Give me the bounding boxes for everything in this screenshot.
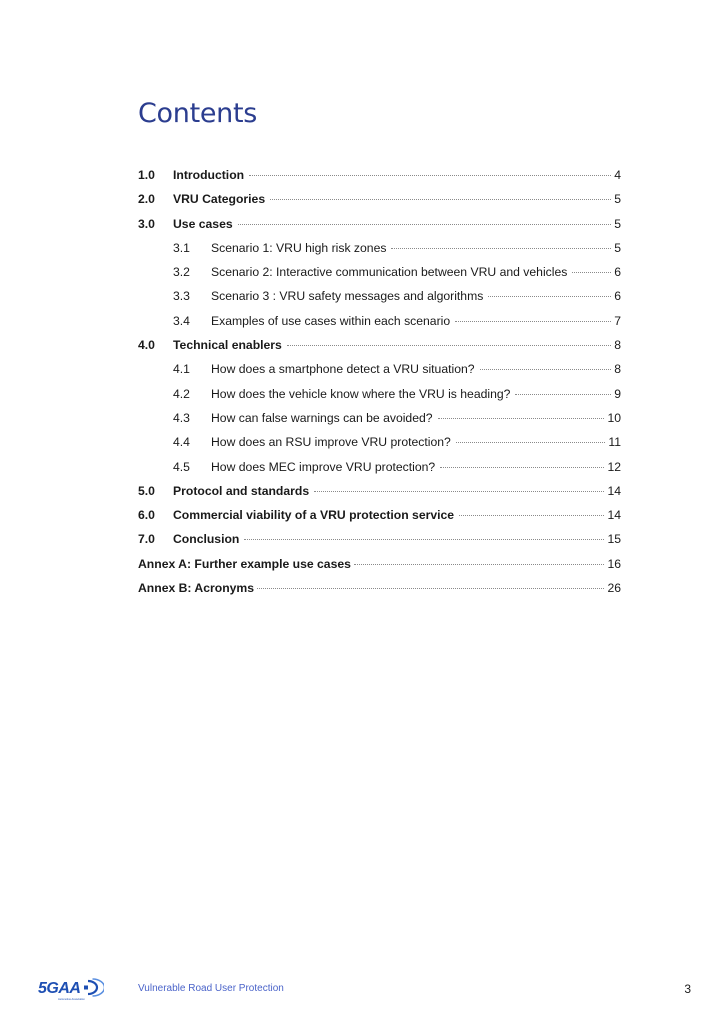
toc-entry-number: 4.0: [138, 338, 155, 353]
toc-entry-page: 10: [607, 410, 621, 425]
toc-entry-title: How does the vehicle know where the VRU is heading?: [211, 386, 511, 401]
toc-entry-title: Scenario 1: VRU high risk zones: [211, 240, 387, 255]
toc-entry-title: Conclusion: [173, 532, 240, 547]
toc-entry-page: 8: [614, 362, 621, 377]
toc-entry-page: 9: [614, 386, 621, 401]
5gaa-logo: [38, 978, 104, 1002]
toc-entry[interactable]: [138, 435, 621, 459]
toc-entry[interactable]: [138, 460, 621, 484]
toc-entry-number: 3.1: [173, 240, 190, 255]
logo-subtext: Automotive Association: [58, 998, 85, 1001]
table-of-contents: [138, 168, 621, 605]
toc-entry-number: 4.2: [173, 386, 190, 401]
toc-entry-number: 1.0: [138, 168, 155, 182]
toc-entry[interactable]: [138, 338, 621, 362]
toc-leader-dots: [440, 467, 604, 468]
toc-entry-number: 7.0: [138, 532, 155, 547]
toc-entry-number: 4.3: [173, 410, 190, 425]
toc-entry-title: Protocol and standards: [173, 483, 310, 498]
toc-leader-dots: [257, 588, 604, 589]
toc-entry-page: 12: [607, 459, 621, 474]
toc-entry[interactable]: [138, 484, 621, 508]
toc-entry-page: 11: [608, 435, 621, 450]
toc-entry-page: 5: [614, 240, 621, 255]
toc-entry-page: 14: [607, 508, 621, 523]
toc-entry[interactable]: [138, 168, 621, 192]
toc-leader-dots: [438, 418, 605, 419]
toc-entry-number: 3.2: [173, 265, 190, 280]
toc-entry-number: 3.4: [173, 313, 190, 328]
toc-entry-number: 3.3: [173, 289, 190, 304]
toc-entry-title: How does MEC improve VRU protection?: [211, 459, 436, 474]
toc-leader-dots: [459, 515, 604, 516]
toc-entry-title: VRU Categories: [173, 192, 266, 207]
toc-entry-title: Technical enablers: [173, 338, 282, 353]
toc-leader-dots: [391, 248, 611, 249]
toc-leader-dots: [488, 296, 611, 297]
toc-entry[interactable]: [138, 411, 621, 435]
toc-entry-page: 6: [614, 289, 621, 304]
toc-leader-dots: [287, 345, 611, 346]
toc-entry-page: 16: [607, 556, 621, 571]
footer-document-title: Vulnerable Road User Protection: [138, 983, 284, 994]
toc-entry-title: How does a smartphone detect a VRU situation?: [211, 362, 475, 377]
toc-entry-title: How does an RSU improve VRU protection?: [211, 435, 451, 450]
toc-leader-dots: [354, 564, 605, 565]
toc-entry[interactable]: [138, 289, 621, 313]
toc-entry-page: 15: [607, 532, 621, 547]
toc-entry-page: 26: [607, 581, 621, 596]
toc-entry-page: 5: [614, 216, 621, 231]
toc-entry-title: Examples of use cases within each scenario: [211, 313, 451, 328]
toc-entry[interactable]: [138, 581, 621, 605]
toc-entry-page: 5: [614, 192, 621, 207]
toc-entry[interactable]: [138, 241, 621, 265]
toc-entry[interactable]: [138, 387, 621, 411]
page-title: Contents: [138, 98, 258, 129]
toc-entry-page: 8: [614, 338, 621, 353]
toc-leader-dots: [244, 539, 604, 540]
toc-entry-title: Use cases: [173, 216, 233, 231]
toc-entry[interactable]: [138, 192, 621, 216]
toc-entry-title: Commercial viability of a VRU protection service: [173, 508, 455, 523]
toc-entry-number: 2.0: [138, 192, 155, 207]
toc-entry-number: 6.0: [138, 508, 155, 523]
toc-entry-number: 4.1: [173, 362, 190, 377]
page-number: 3: [684, 982, 691, 996]
toc-entry-title: Scenario 2: Interactive communication between VRU and vehicles: [211, 265, 568, 280]
toc-entry-title: Annex A: Further example use cases: [138, 556, 351, 571]
toc-entry[interactable]: [138, 362, 621, 386]
toc-leader-dots: [480, 369, 612, 370]
toc-entry[interactable]: [138, 217, 621, 241]
toc-entry-page: 6: [614, 265, 621, 280]
logo-text: 5GAA: [38, 980, 81, 997]
toc-entry-page: 7: [614, 313, 621, 328]
toc-entry-title: How can false warnings can be avoided?: [211, 410, 433, 425]
toc-leader-dots: [456, 442, 606, 443]
toc-entry[interactable]: [138, 557, 621, 581]
toc-leader-dots: [249, 175, 611, 176]
toc-leader-dots: [455, 321, 611, 322]
toc-leader-dots: [314, 491, 604, 492]
toc-entry-number: 3.0: [138, 216, 155, 231]
toc-entry-title: Annex B: Acronyms: [138, 581, 255, 596]
toc-leader-dots: [270, 199, 611, 200]
toc-leader-dots: [572, 272, 611, 273]
toc-entry[interactable]: [138, 265, 621, 289]
toc-entry-number: 4.5: [173, 459, 190, 474]
toc-leader-dots: [238, 224, 612, 225]
toc-entry-page: 4: [614, 168, 621, 182]
toc-entry-page: 14: [607, 483, 621, 498]
toc-entry-title: Introduction: [173, 168, 245, 182]
toc-leader-dots: [515, 394, 611, 395]
toc-entry[interactable]: [138, 508, 621, 532]
toc-entry-number: 4.4: [173, 435, 190, 450]
toc-entry[interactable]: [138, 532, 621, 556]
toc-entry[interactable]: [138, 314, 621, 338]
toc-entry-number: 5.0: [138, 483, 155, 498]
toc-entry-title: Scenario 3 : VRU safety messages and algorithms: [211, 289, 484, 304]
